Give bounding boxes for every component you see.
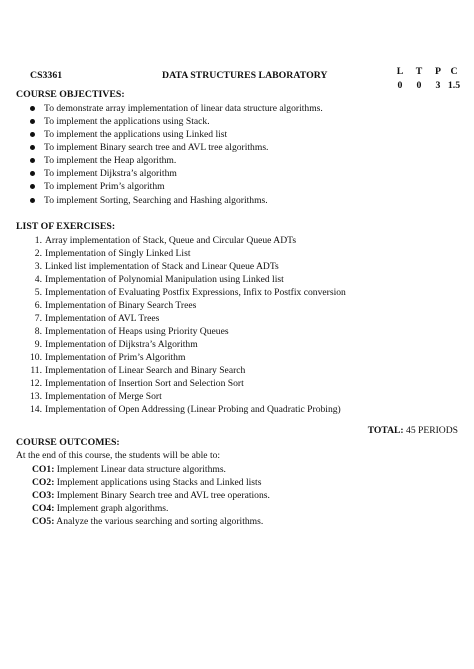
- outcome-code: CO3:: [32, 490, 55, 501]
- list-item-number: 7.: [34, 313, 42, 324]
- outcome-code: CO4:: [32, 503, 55, 514]
- outcomes-intro: At the end of this course, the students will be able to:: [16, 450, 221, 461]
- list-item-number: 9.: [34, 339, 42, 350]
- ltpc-label-l: L: [396, 66, 404, 77]
- bullet-icon: [30, 198, 35, 203]
- list-item-number: 1.: [34, 235, 42, 246]
- bullet-icon: [30, 184, 35, 189]
- total-periods: [368, 426, 458, 436]
- ltpc-value-t: 0: [416, 80, 422, 91]
- list-item-number: 11.: [30, 365, 42, 376]
- list-item-number: 12.: [30, 378, 42, 389]
- list-item-number: 13.: [30, 391, 42, 402]
- ltpc-value-c: 1.5: [447, 80, 461, 91]
- list-item-number: 8.: [34, 326, 42, 337]
- outcomes-heading: COURSE OUTCOMES:: [16, 437, 120, 448]
- list-item: CO2: Implement applications using Stacks and Linked lists: [32, 477, 262, 488]
- bullet-icon: [30, 119, 35, 124]
- objectives-heading: COURSE OBJECTIVES:: [16, 89, 125, 100]
- list-item: CO5: Analyze the various searching and sorting algorithms.: [32, 516, 264, 527]
- bullet-icon: [30, 106, 35, 111]
- ltpc-label-t: T: [415, 66, 423, 77]
- outcome-code: CO5:: [32, 516, 55, 527]
- bullet-icon: [30, 158, 35, 163]
- ltpc-value-p: 3: [435, 80, 441, 91]
- list-item-number: 5.: [34, 287, 42, 298]
- list-item: CO4: Implement graph algorithms.: [32, 503, 169, 514]
- total-label: TOTAL:: [367, 425, 404, 436]
- list-item-number: 2.: [34, 248, 42, 259]
- ltpc-value-l: 0: [397, 80, 403, 91]
- bullet-icon: [30, 145, 35, 150]
- course-code: CS3361: [30, 70, 63, 81]
- total-value: 45 PERIODS: [406, 425, 458, 436]
- list-item-number: 10.: [30, 352, 42, 363]
- bullet-icon: [30, 132, 35, 137]
- ltpc-label-c: C: [450, 66, 458, 77]
- exercises-heading: LIST OF EXERCISES:: [16, 221, 116, 232]
- course-title: DATA STRUCTURES LABORATORY: [162, 70, 328, 81]
- outcome-code: CO1:: [32, 464, 55, 475]
- list-item-number: 14.: [30, 404, 42, 415]
- list-item-number: 6.: [34, 300, 42, 311]
- ltpc-label-p: P: [435, 66, 441, 77]
- list-item-number: 4.: [34, 274, 42, 285]
- list-item-number: 3.: [34, 261, 42, 272]
- list-item: CO3: Implement Binary Search tree and AVL tree operations.: [32, 490, 270, 501]
- list-item: CO1: Implement Linear data structure algorithms.: [32, 464, 226, 475]
- bullet-icon: [30, 171, 35, 176]
- outcome-code: CO2:: [32, 477, 55, 488]
